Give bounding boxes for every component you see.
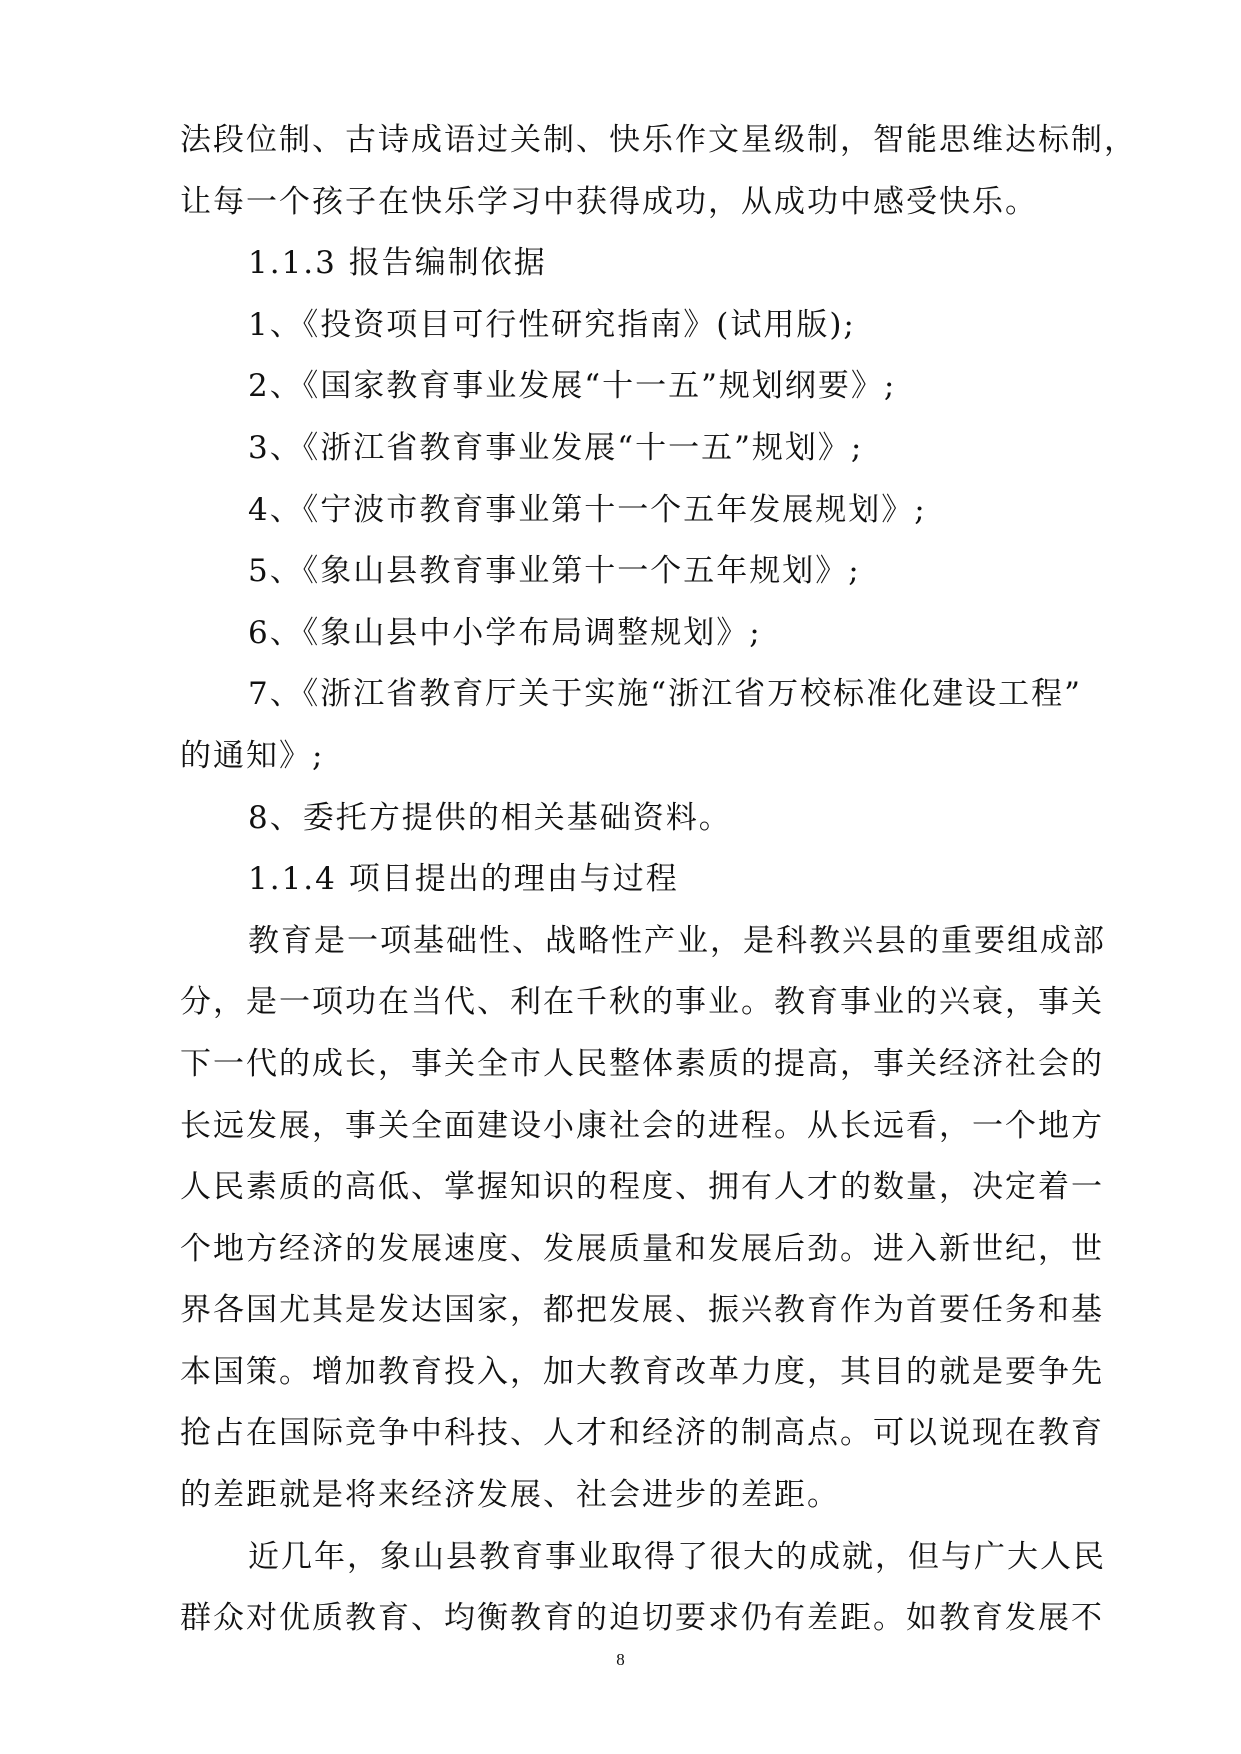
text-line: 的差距就是将来经济发展、社会进步的差距。	[180, 1477, 840, 1514]
text-line: 抢占在国际竞争中科技、人才和经济的制高点。可以说现在教育	[180, 1415, 1104, 1452]
text-line: 长远发展，事关全面建设小康社会的进程。从长远看，一个地方	[180, 1107, 1104, 1144]
text-line: 1.1.3 报告编制依据	[248, 245, 547, 282]
page-number: 8	[616, 1650, 625, 1669]
text-line: 7、《浙江省教育厅关于实施“浙江省万校标准化建设工程”	[248, 676, 1082, 713]
text-line: 的通知》;	[180, 737, 325, 774]
text-line: 近几年，象山县教育事业取得了很大的成就，但与广大人民	[248, 1538, 1106, 1575]
text-line: 2、《国家教育事业发展“十一五”规划纲要》;	[248, 368, 897, 405]
text-line: 1、《投资项目可行性研究指南》(试用版);	[248, 306, 856, 343]
text-line: 群众对优质教育、均衡教育的迫切要求仍有差距。如教育发展不	[180, 1600, 1104, 1637]
text-line: 人民素质的高低、掌握知识的程度、拥有人才的数量，决定着一	[180, 1169, 1104, 1206]
text-line: 1.1.4 项目提出的理由与过程	[248, 861, 679, 898]
text-line: 3、《浙江省教育事业发展“十一五”规划》;	[248, 429, 864, 466]
text-line: 5、《象山县教育事业第十一个五年规划》;	[248, 553, 861, 590]
text-line: 界各国尤其是发达国家，都把发展、振兴教育作为首要任务和基	[180, 1292, 1104, 1329]
text-line: 6、《象山县中小学布局调整规划》;	[248, 614, 762, 651]
text-line: 教育是一项基础性、战略性产业，是科教兴县的重要组成部	[248, 922, 1106, 959]
text-line: 本国策。增加教育投入，加大教育改革力度，其目的就是要争先	[180, 1353, 1104, 1390]
text-line: 4、《宁波市教育事业第十一个五年发展规划》;	[248, 491, 927, 528]
text-line: 下一代的成长，事关全市人民整体素质的提高，事关经济社会的	[180, 1045, 1104, 1082]
text-line: 8、委托方提供的相关基础资料。	[248, 799, 732, 836]
body-text	[180, 110, 1137, 1650]
text-line: 法段位制、古诗成语过关制、快乐作文星级制，智能思维达标制，	[180, 122, 1137, 158]
text-line: 让每一个孩子在快乐学习中获得成功，从成功中感受快乐。	[180, 183, 1038, 220]
text-line: 个地方经济的发展速度、发展质量和发展后劲。进入新世纪，世	[180, 1230, 1104, 1267]
text-line: 分，是一项功在当代、利在千秋的事业。教育事业的兴衰，事关	[180, 984, 1104, 1021]
